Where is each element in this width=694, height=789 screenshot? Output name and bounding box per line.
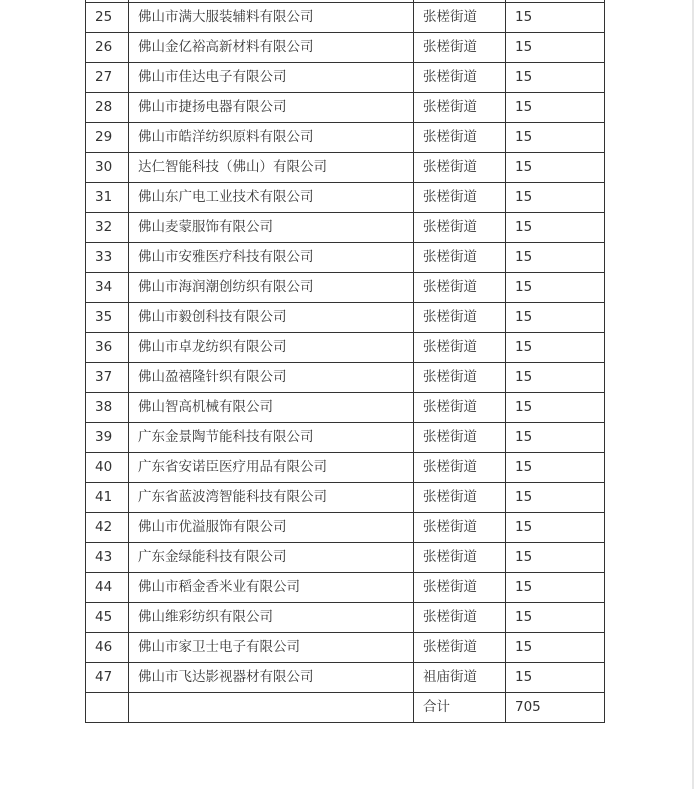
amount-cell: 15 — [506, 393, 605, 423]
row-number-cell: 44 — [86, 573, 129, 603]
row-number-cell: 46 — [86, 633, 129, 663]
row-number-cell: 26 — [86, 33, 129, 63]
table-row — [86, 243, 605, 273]
row-number-cell: 41 — [86, 483, 129, 513]
company-name-cell: 佛山东广电工业技术有限公司 — [129, 183, 414, 213]
company-name-cell: 佛山麦蒙服饰有限公司 — [129, 213, 414, 243]
amount-cell: 15 — [506, 93, 605, 123]
amount-cell: 15 — [506, 153, 605, 183]
amount-cell: 15 — [506, 3, 605, 33]
amount-cell: 15 — [506, 213, 605, 243]
table-row — [86, 393, 605, 423]
row-number-cell: 47 — [86, 663, 129, 693]
table-row — [86, 333, 605, 363]
row-number-cell: 35 — [86, 303, 129, 333]
company-name-cell: 佛山市飞达影视器材有限公司 — [129, 663, 414, 693]
street-cell: 张槎街道 — [414, 273, 506, 303]
amount-cell: 15 — [506, 303, 605, 333]
row-number-cell: 38 — [86, 393, 129, 423]
row-number-cell: 36 — [86, 333, 129, 363]
row-number-cell: 29 — [86, 123, 129, 153]
company-name-cell: 佛山市家卫士电子有限公司 — [129, 633, 414, 663]
street-cell: 张槎街道 — [414, 243, 506, 273]
company-name-cell: 佛山市优溢服饰有限公司 — [129, 513, 414, 543]
row-number-cell: 40 — [86, 453, 129, 483]
company-name-cell: 广东金景陶节能科技有限公司 — [129, 423, 414, 453]
company-name-cell: 佛山金亿裕高新材料有限公司 — [129, 33, 414, 63]
table-row — [86, 663, 605, 693]
street-cell: 张槎街道 — [414, 513, 506, 543]
table-row — [86, 33, 605, 63]
company-name-cell: 达仁智能科技（佛山）有限公司 — [129, 153, 414, 183]
street-cell: 张槎街道 — [414, 603, 506, 633]
amount-cell: 15 — [506, 603, 605, 633]
street-cell: 张槎街道 — [414, 333, 506, 363]
company-list-table — [85, 0, 605, 723]
company-name-cell: 广东省安诺臣医疗用品有限公司 — [129, 453, 414, 483]
amount-cell: 15 — [506, 633, 605, 663]
total-row-number-cell — [86, 693, 129, 723]
table-row — [86, 93, 605, 123]
street-cell: 张槎街道 — [414, 423, 506, 453]
street-cell: 张槎街道 — [414, 33, 506, 63]
row-number-cell: 28 — [86, 93, 129, 123]
company-name-cell: 广东省蓝波湾智能科技有限公司 — [129, 483, 414, 513]
amount-cell: 15 — [506, 333, 605, 363]
row-number-cell: 25 — [86, 3, 129, 33]
row-number-cell: 34 — [86, 273, 129, 303]
table-row — [86, 213, 605, 243]
amount-cell: 15 — [506, 123, 605, 153]
street-cell: 祖庙街道 — [414, 663, 506, 693]
total-row-name-cell — [129, 693, 414, 723]
amount-cell: 15 — [506, 183, 605, 213]
row-number-cell: 43 — [86, 543, 129, 573]
table-row — [86, 633, 605, 663]
table-row — [86, 303, 605, 333]
company-name-cell: 佛山市皓洋纺织原料有限公司 — [129, 123, 414, 153]
company-name-cell: 佛山市佳达电子有限公司 — [129, 63, 414, 93]
street-cell: 张槎街道 — [414, 93, 506, 123]
table-row — [86, 543, 605, 573]
amount-cell: 15 — [506, 423, 605, 453]
table-row — [86, 183, 605, 213]
table-body — [86, 0, 605, 723]
row-number-cell: 42 — [86, 513, 129, 543]
table-row — [86, 363, 605, 393]
company-name-cell: 广东金绿能科技有限公司 — [129, 543, 414, 573]
company-name-cell: 佛山市毅创科技有限公司 — [129, 303, 414, 333]
amount-cell: 15 — [506, 483, 605, 513]
table-row — [86, 123, 605, 153]
table-row-total — [86, 693, 605, 723]
row-number-cell: 33 — [86, 243, 129, 273]
street-cell: 张槎街道 — [414, 213, 506, 243]
street-cell: 张槎街道 — [414, 123, 506, 153]
company-name-cell: 佛山智高机械有限公司 — [129, 393, 414, 423]
amount-cell: 15 — [506, 573, 605, 603]
amount-cell: 15 — [506, 273, 605, 303]
street-cell: 张槎街道 — [414, 3, 506, 33]
table-row — [86, 483, 605, 513]
street-cell: 张槎街道 — [414, 393, 506, 423]
table-row — [86, 513, 605, 543]
row-number-cell: 32 — [86, 213, 129, 243]
table-row — [86, 453, 605, 483]
table-row — [86, 3, 605, 33]
company-name-cell: 佛山盈禧隆针织有限公司 — [129, 363, 414, 393]
table-row — [86, 153, 605, 183]
company-name-cell: 佛山维彩纺织有限公司 — [129, 603, 414, 633]
company-name-cell: 佛山市满大服装辅料有限公司 — [129, 3, 414, 33]
street-cell: 张槎街道 — [414, 483, 506, 513]
amount-cell: 15 — [506, 453, 605, 483]
company-name-cell: 佛山市稻金香米业有限公司 — [129, 573, 414, 603]
row-number-cell: 30 — [86, 153, 129, 183]
amount-cell: 15 — [506, 513, 605, 543]
row-number-cell: 45 — [86, 603, 129, 633]
amount-cell: 15 — [506, 663, 605, 693]
street-cell: 张槎街道 — [414, 303, 506, 333]
street-cell: 张槎街道 — [414, 363, 506, 393]
street-cell: 张槎街道 — [414, 453, 506, 483]
table-row — [86, 573, 605, 603]
table-row — [86, 603, 605, 633]
street-cell: 张槎街道 — [414, 153, 506, 183]
table-row — [86, 63, 605, 93]
total-label: 合计 — [414, 693, 506, 723]
amount-cell: 15 — [506, 33, 605, 63]
amount-cell: 15 — [506, 543, 605, 573]
amount-cell: 15 — [506, 63, 605, 93]
street-cell: 张槎街道 — [414, 63, 506, 93]
row-number-cell: 39 — [86, 423, 129, 453]
table-row — [86, 423, 605, 453]
company-name-cell: 佛山市海润潮创纺织有限公司 — [129, 273, 414, 303]
table-row — [86, 273, 605, 303]
company-name-cell: 佛山市安雅医疗科技有限公司 — [129, 243, 414, 273]
street-cell: 张槎街道 — [414, 183, 506, 213]
company-name-cell: 佛山市捷扬电器有限公司 — [129, 93, 414, 123]
street-cell: 张槎街道 — [414, 543, 506, 573]
total-amount: 705 — [506, 693, 605, 723]
row-number-cell: 37 — [86, 363, 129, 393]
row-number-cell: 27 — [86, 63, 129, 93]
amount-cell: 15 — [506, 363, 605, 393]
company-name-cell: 佛山市卓龙纺织有限公司 — [129, 333, 414, 363]
street-cell: 张槎街道 — [414, 633, 506, 663]
street-cell: 张槎街道 — [414, 573, 506, 603]
row-number-cell: 31 — [86, 183, 129, 213]
amount-cell: 15 — [506, 243, 605, 273]
